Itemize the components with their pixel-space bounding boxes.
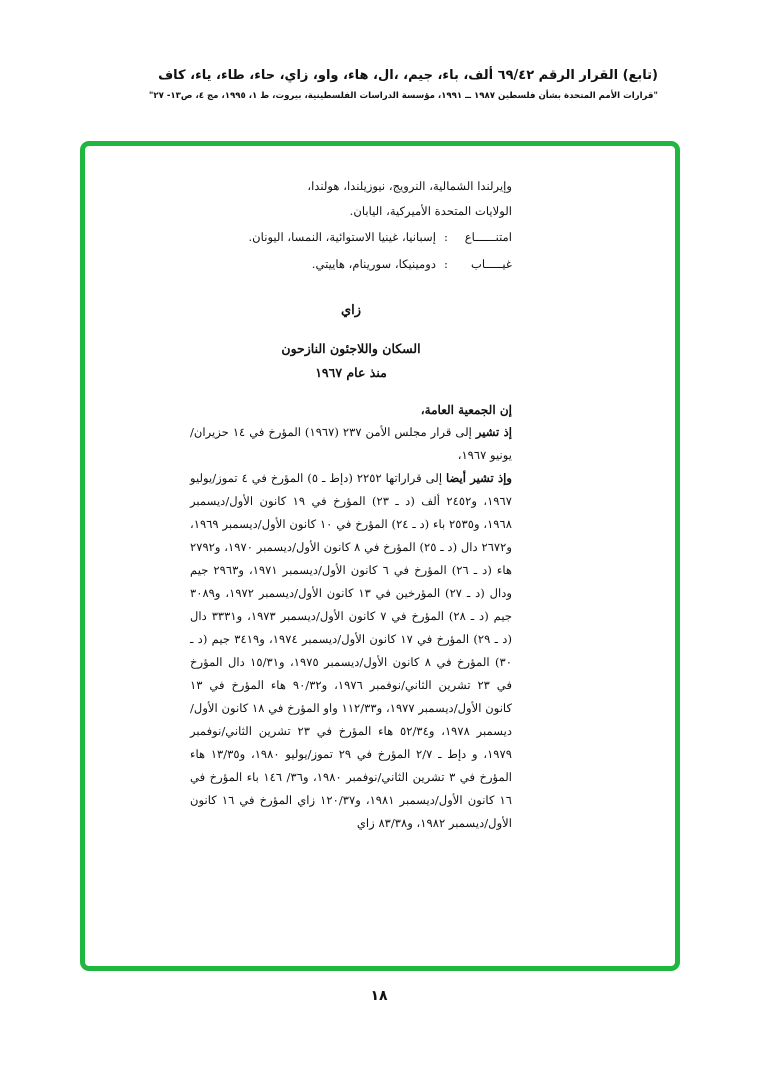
section-title-line-2: منذ عام ١٩٦٧ [315,365,387,380]
list-line-1: وإيرلندا الشمالية، النرويج، نيوزيلندا، هولندا، [307,179,512,193]
paragraph-recalling-lead: إذ تشير [475,425,512,439]
abstention-row [190,224,512,251]
paragraph-recalling-also-lead: وإذ تشير أيضا [445,471,512,485]
absent-row [190,251,512,278]
page-number: ١٨ [370,988,388,1004]
document-content [190,174,512,835]
absent-label: غيـــــاب [471,257,512,271]
absent-countries: دومينيكا، سورينام، هاييتي. [311,257,436,271]
header-title: (تابع) القرار الرقم ٦٩/٤٢ ألف، باء، جيم، ،ال، هاء، واو، زاي، حاء، طاء، ياء، كاف [158,68,658,83]
section-letter: زاي [340,303,362,318]
paragraph-recalling [190,421,512,467]
section-title [190,337,512,385]
document-frame [80,141,680,971]
paragraph-recalling-also-text: إلى قراراتها ٢٢٥٢ (دإط ـ ٥) المؤرخ في ٤ تموز/يوليو ١٩٦٧، و٢٤٥٢ ألف (د ـ ٢٣) المؤرخ في ١٩ كانون الأول/ديسمبر ١٩٦٨، و٢٥٣٥ باء (د ـ ٢٤) المؤرخ في ١٠ كانون الأول/ديسمبر ١٩٦٩، و٢٦٧٢ دال (د ـ ٢٥) المؤرخ في ٨ كانون الأول/ديسمبر ١٩٧٠، و٢٧٩٢ هاء (د ـ ٢٦) المؤرخ في ٦ كانون الأول/ديسمبر ١٩٧١، و٢٩٦٣ جيم ودال (د ـ ٢٧) المؤرخين في ١٣ كانون الأول/ديسمبر ١٩٧٢، و٣٠٨٩ جيم (د ـ ٢٨) المؤرخ في ٧ كانون الأول/ديسمبر ١٩٧٣، و٣٣٣١ دال (د ـ ٢٩) المؤرخ في ١٧ كانون الأول/ديسمبر ١٩٧٤، و٣٤١٩ جيم (د ـ ٣٠) المؤرخ في ٨ كانون الأول/ديسمبر ١٩٧٥، و١٥/٣١ دال المؤرخ في ٢٣ تشرين الثاني/نوفمبر ١٩٧٦، و٩٠/٣٢ هاء المؤرخ في ١٣ كانون الأول/ديسمبر ١٩٧٧، و١١٢/٣٣ واو المؤرخ في ١٨ كانون الأول/ديسمبر ١٩٧٨، و٥٢/٣٤ هاء المؤرخ في ٢٣ تشرين الثاني/نوفمبر ١٩٧٩، و دإط ـ ٢/٧ المؤرخ في ٢٩ تموز/يوليو ١٩٨٠، و١٣/٣٥ هاء المؤرخ في ٣ تشرين الثاني/نوفمبر ١٩٨٠، و٣٦/ ١٤٦ باء المؤرخ في ١٦ كانون الأول/ديسمبر ١٩٨١، و١٢٠/٣٧ زاي المؤرخ في ١٦ كانون الأول/ديسمبر ١٩٨٢، و٨٣/٣٨ زاي [190,471,513,830]
list-line-2: الولايات المتحدة الأميركية، اليابان. [349,204,512,218]
abstention-label: امتنــــــاع [464,230,512,244]
header-source-citation: "قرارات الأمم المتحدة بشأن فلسطين ١٩٨٧ ــ ١٩٩١، مؤسسة الدراسات الفلسطينية، بيروت، ط ١، ١٩٩٥، مج ٤، ص١٣- ٢٧" [148,91,658,101]
paragraph-recalling-text: إلى قرار مجلس الأمن ٢٣٧ (١٩٦٧) المؤرخ في ١٤ حزيران/يونيو ١٩٦٧، [190,425,512,462]
paragraph-recalling-also [190,467,512,835]
section-title-line-1: السكان واللاجئون النازحون [281,341,421,356]
absent-separator: : [444,257,448,271]
assembly-heading: إن الجمعية العامة، [420,403,512,417]
abstention-countries: إسبانيا، غينيا الاستوائية، النمسا، اليونان. [248,230,436,244]
abstention-separator: : [444,230,448,244]
page-header [60,66,658,103]
